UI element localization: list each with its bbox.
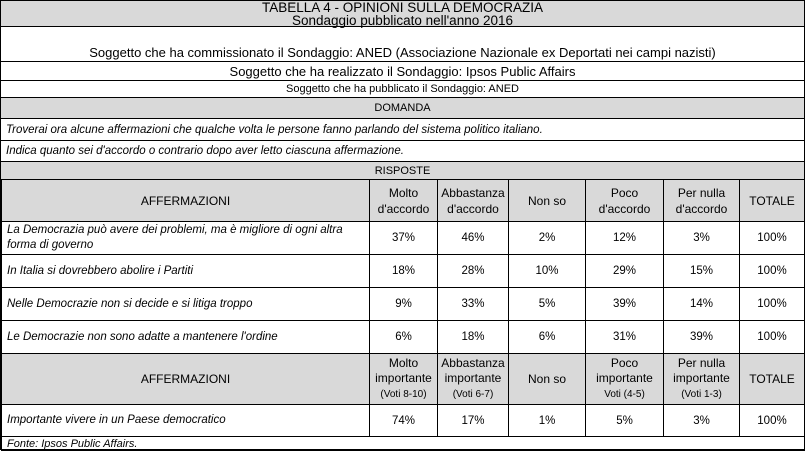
header-non-so-2: Non so bbox=[509, 354, 586, 405]
table-row bbox=[2, 222, 805, 255]
statement-cell: Importante vivere in un Paese democratico bbox=[2, 405, 370, 437]
publication-year: Sondaggio pubblicato nell'anno 2016 bbox=[291, 12, 514, 28]
header-molto-importante: Molto importante (Voti 8-10) bbox=[370, 354, 438, 405]
header-per-nulla-importante: Per nulla importante (Voti 1-3) bbox=[664, 354, 740, 405]
value-cell: 6% bbox=[370, 321, 438, 354]
value-cell: 6% bbox=[509, 321, 586, 354]
value-cell: 9% bbox=[370, 288, 438, 321]
header-affermazioni-2: AFFERMAZIONI bbox=[2, 354, 370, 405]
source-note: Fonte: Ipsos Public Affairs. bbox=[2, 437, 805, 451]
statement-cell: Nelle Democrazie non si decide e si litiga troppo bbox=[2, 288, 370, 321]
table-row bbox=[2, 321, 805, 354]
agreement-header-row bbox=[2, 180, 805, 222]
table-title: TABELLA 4 - OPINIONI SULLA DEMOCRAZIA bbox=[261, 0, 544, 15]
table-row bbox=[2, 405, 805, 437]
value-cell: 3% bbox=[664, 222, 740, 255]
agreement-table bbox=[1, 179, 805, 451]
question-line-2: Indica quanto sei d'accordo o contrario dopo aver letto ciascuna affermazione. bbox=[1, 141, 804, 162]
value-cell: 74% bbox=[370, 405, 438, 437]
question-label: DOMANDA bbox=[1, 98, 804, 119]
value-cell: 37% bbox=[370, 222, 438, 255]
header-poco-importante: Poco importante Voti (4-5) bbox=[586, 354, 664, 405]
commissioned-by: Soggetto che ha commissionato il Sondaggio: ANED (Associazione Nazionale ex Deportati nei campi nazisti) bbox=[1, 43, 804, 62]
answers-label: RISPOSTE bbox=[1, 162, 804, 180]
value-cell: 18% bbox=[438, 321, 509, 354]
table-row bbox=[2, 255, 805, 288]
value-cell: 5% bbox=[586, 405, 664, 437]
importance-header-row bbox=[2, 354, 805, 405]
header-molto: Molto d'accordo bbox=[370, 180, 438, 222]
header-affermazioni: AFFERMAZIONI bbox=[2, 180, 370, 222]
statement-cell: In Italia si dovrebbero abolire i Partiti bbox=[2, 255, 370, 288]
header-non-so: Non so bbox=[509, 180, 586, 222]
value-cell: 18% bbox=[370, 255, 438, 288]
value-cell: 2% bbox=[509, 222, 586, 255]
value-cell: 100% bbox=[740, 321, 805, 354]
source-row bbox=[2, 437, 805, 451]
header-abbastanza-importante: Abbastanza importante (Voti 6-7) bbox=[438, 354, 509, 405]
header-totale: TOTALE bbox=[740, 180, 805, 222]
statement-cell: Le Democrazie non sono adatte a mantenere l'ordine bbox=[2, 321, 370, 354]
value-cell: 5% bbox=[509, 288, 586, 321]
header-abbastanza: Abbastanza d'accordo bbox=[438, 180, 509, 222]
table-title-block bbox=[1, 1, 804, 27]
header-poco: Poco d'accordo bbox=[586, 180, 664, 222]
value-cell: 28% bbox=[438, 255, 509, 288]
value-cell: 39% bbox=[586, 288, 664, 321]
value-cell: 1% bbox=[509, 405, 586, 437]
value-cell: 100% bbox=[740, 288, 805, 321]
value-cell: 15% bbox=[664, 255, 740, 288]
table-row bbox=[2, 288, 805, 321]
value-cell: 46% bbox=[438, 222, 509, 255]
value-cell: 100% bbox=[740, 222, 805, 255]
question-line-1: Troverai ora alcune affermazioni che qualche volta le persone fanno parlando del sistema politico italiano. bbox=[1, 119, 804, 141]
value-cell: 100% bbox=[740, 405, 805, 437]
header-totale-2: TOTALE bbox=[740, 354, 805, 405]
value-cell: 12% bbox=[586, 222, 664, 255]
realized-by: Soggetto che ha realizzato il Sondaggio: Ipsos Public Affairs bbox=[1, 62, 804, 81]
value-cell: 100% bbox=[740, 255, 805, 288]
value-cell: 10% bbox=[509, 255, 586, 288]
value-cell: 3% bbox=[664, 405, 740, 437]
value-cell: 14% bbox=[664, 288, 740, 321]
statement-cell: La Democrazia può avere dei problemi, ma è migliore di ogni altra forma di governo bbox=[2, 222, 370, 255]
value-cell: 31% bbox=[586, 321, 664, 354]
header-per-nulla: Per nulla d'accordo bbox=[664, 180, 740, 222]
published-by: Soggetto che ha pubblicato il Sondaggio: ANED bbox=[1, 81, 804, 98]
value-cell: 29% bbox=[586, 255, 664, 288]
value-cell: 17% bbox=[438, 405, 509, 437]
value-cell: 33% bbox=[438, 288, 509, 321]
value-cell: 39% bbox=[664, 321, 740, 354]
